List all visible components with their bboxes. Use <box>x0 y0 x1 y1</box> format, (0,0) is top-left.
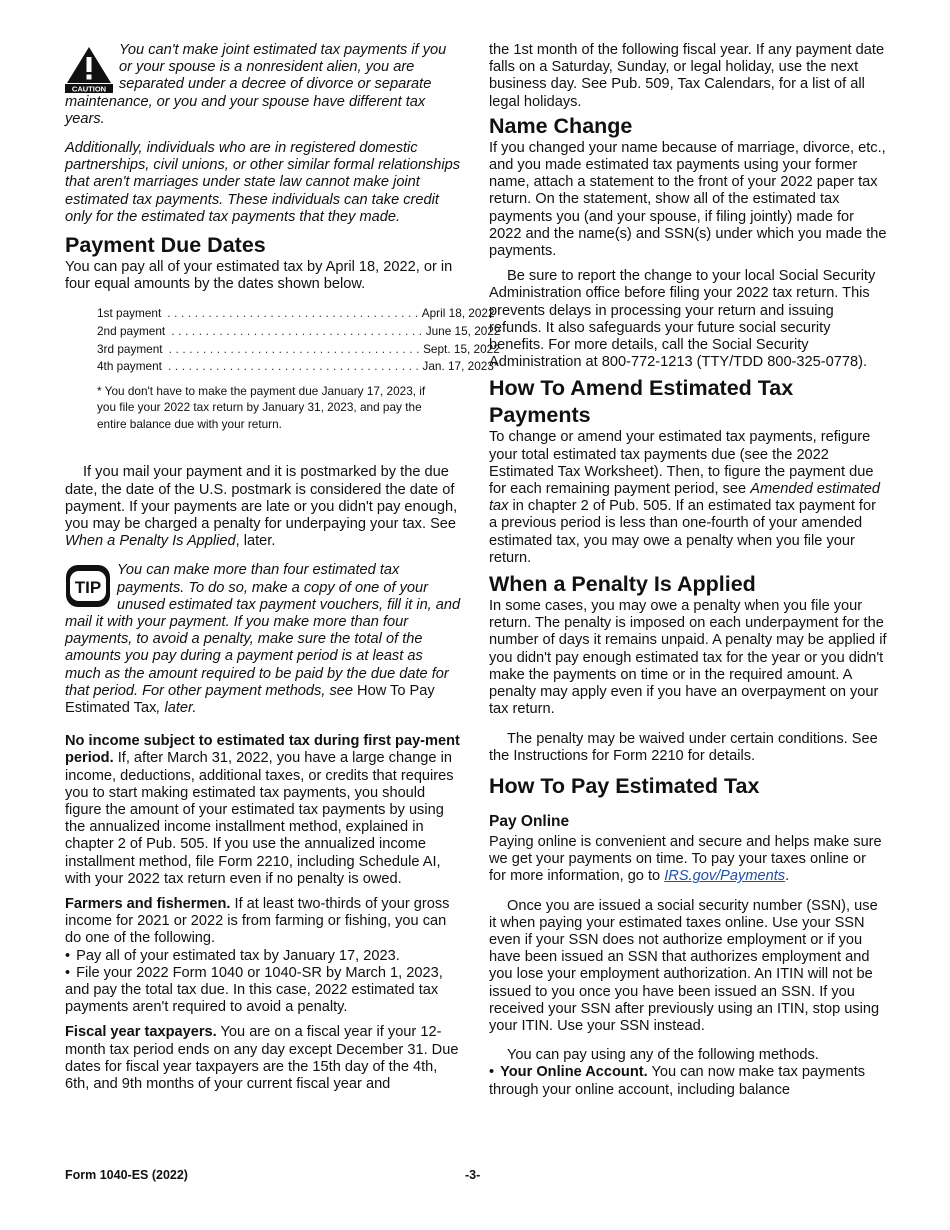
tip-label: TIP <box>74 578 102 598</box>
footer-form-name: Form 1040-ES (2022) <box>65 1168 188 1182</box>
tip-text: You can make more than four estimated tax payments. To do so, make a copy of one of your unused estimated tax payment vouchers, fill it in, and mail it with your payment. If you make more than four payments, to avoid a penalty, make sure the total of the amounts you pay during a payment period is at least as much as the amount required to be paid by the due date for that period. For other payment methods, see How To Pay Estimated Tax, later. <box>65 562 461 716</box>
online-account-heading: Your Online Account. <box>500 1064 648 1081</box>
name-change-paragraph-1: If you changed your name because of marriage, divorce, etc., and you made estimated tax payments using your former name, attach a statement to the front of your 2022 paper tax return. On the statement, show all of the estimated tax payments you (and your spouse, if filing jointly) made for 2022 and the name(s) and SSN(s) under which you made the payments. <box>489 139 887 260</box>
penalty-paragraph-1: In some cases, you may owe a penalty when you file your return. The penalty is imposed on each underpayment for the number of days it remains unpaid. A penalty may be applied if you didn't pay enough estimated tax for the year or you didn't make the payments on time or in the required amount. A penalty may apply even if you have an overpayment on your tax return. <box>489 598 887 718</box>
schedule-date: Sept. 15, 2022 <box>423 341 500 356</box>
payment-methods-intro: You can pay using any of the following methods. <box>507 1047 819 1064</box>
amend-heading: How To Amend Estimated Tax Payments <box>489 376 794 428</box>
how-to-pay-reference: How To Pay Estimated Tax <box>65 682 435 716</box>
fiscal-year-paragraph: Fiscal year taxpayers. You are on a fiscal year if your 12-month tax period ends on any day except December 31. Due dates for fiscal year taxpayers are the 15th day of the 4th, 6th, and 9th months of your current fiscal year and <box>65 1024 459 1093</box>
right-column <box>489 42 887 1099</box>
fiscal-year-heading: Fiscal year taxpayers. <box>65 1024 217 1041</box>
online-account-bullet: • Your Online Account. You can now make tax payments through your online account, including balance <box>489 1064 887 1098</box>
schedule-footnote: * You don't have to make the payment due January 17, 2023, if you file your 2022 tax return by January 31, 2023, and pay the entire balance due with your return. <box>97 383 426 431</box>
pay-online-paragraph: Paying online is convenient and secure and helps make sure we get your payments on time. To pay your taxes online or for more information, go to IRS.gov/Payments. <box>489 833 882 885</box>
schedule-row: 1st payment ..................................... April 18, 2022 <box>97 305 430 323</box>
schedule-date: Jan. 17, 2023* <box>422 359 499 374</box>
how-to-pay-heading: How To Pay Estimated Tax <box>489 773 760 798</box>
farmers-bullet: • Pay all of your estimated tax by January 17, 2023. <box>65 948 461 965</box>
caution-label: CAUTION <box>71 84 107 94</box>
farmers-heading: Farmers and fishermen. <box>65 895 231 912</box>
schedule-label: 3rd payment <box>97 341 163 356</box>
amended-estimated-tax-reference: Amended estimated tax <box>489 481 881 515</box>
schedule-date: April 18, 2022 <box>421 306 495 321</box>
schedule-label: 1st payment <box>97 306 162 321</box>
fiscal-year-continued: the 1st month of the following fiscal year. If any payment date falls on a Saturday, Sunday, or legal holiday, use the next business day. See Pub. 509, Tax Calendars, for a list of all legal holidays. <box>489 42 885 110</box>
payment-due-dates-heading: Payment Due Dates <box>65 233 266 258</box>
no-income-paragraph: No income subject to estimated tax during first pay-ment period. If, after March 31, 2022, you have a large change in income, deductions, additional taxes, or credits that requires you to start making estimated tax payments, you should figure the amount of your estimated tax payments by using the annualized income installment method, explained in chapter 2 of Pub. 505. If you use the annualized income installment method, file Form 2210, including Schedule AI, with your 2022 tax return even if no penalty is owed. <box>65 733 460 887</box>
footer-page-number: -3- <box>465 1168 481 1182</box>
farmers-bullet: • File your 2022 Form 1040 or 1040-SR by March 1, 2023, and pay the total tax due. In this case, 2022 estimated tax payments aren't required to avoid a penalty. <box>65 965 461 1017</box>
schedule-date: June 15, 2022 <box>425 324 501 339</box>
penalty-heading: When a Penalty Is Applied <box>489 572 756 597</box>
schedule-row: 2nd payment ..................................... June 15, 2022 <box>97 323 430 341</box>
penalty-reference: When a Penalty Is Applied <box>65 533 236 550</box>
schedule-row: 3rd payment ..................................... Sept. 15, 2022 <box>97 341 430 359</box>
caution-block <box>65 42 461 128</box>
left-column <box>65 42 501 1093</box>
ssn-paragraph: Once you are issued a social security number (SSN), use it when paying your estimated taxes online. Use your SSN even if your SSN does not authorize employment or if you have been issued an SSN that authorizes employment and you lose your employment authorization. An ITIN will not be issued to you once you have been issued an SSN. If you received your SSN after previously using an ITIN, stop using your ITIN. Use your SSN instead. <box>489 897 880 1034</box>
name-change-heading: Name Change <box>489 113 633 138</box>
farmers-paragraph: Farmers and fishermen. If at least two-thirds of your gross income for 2021 or 2022 is from farming or fishing, you can do one of the following. <box>65 895 450 947</box>
irs-payments-link[interactable]: IRS.gov/Payments <box>664 868 786 885</box>
tip-block <box>65 562 461 717</box>
payment-schedule-table <box>97 305 501 432</box>
schedule-row: 4th payment ..................................... Jan. 17, 2023* <box>97 358 430 376</box>
name-change-paragraph-2: Be sure to report the change to your local Social Security Administration office before filing your 2022 tax return. This prevents delays in processing your return and issuing refunds. It also safeguards your future social security benefits. For more details, call the Social Security Administration at 800-772-1213 (TTY/TDD 800-325-0778). <box>489 268 876 371</box>
schedule-label: 2nd payment <box>97 324 166 339</box>
payment-due-intro: You can pay all of your estimated tax by April 18, 2022, or in four equal amounts by the dates shown below. <box>65 259 453 293</box>
pay-online-heading: Pay Online <box>489 812 570 830</box>
caution-text: You can't make joint estimated tax payments if you or your spouse is a nonresident alien, you are separated under a decree of divorce or separate maintenance, or you and your spouse have different tax years. <box>65 42 447 127</box>
tip-icon <box>65 564 111 608</box>
schedule-label: 4th payment <box>97 359 162 374</box>
registered-partnerships-text: Additionally, individuals who are in registered domestic partnerships, civil unions, or other similar formal relationships that aren't marriages under state law cannot make joint estimated tax payments. These individuals can take credit only for the estimated tax payments that they made. <box>65 140 461 225</box>
mail-payment-paragraph: If you mail your payment and it is postmarked by the due date, the date of the U.S. postmark is considered the date of payment. If your payments are late or you didn't pay enough, you may be charged a penalty for underpaying your tax. See When a Penalty Is Applied, later. <box>65 464 458 550</box>
no-income-heading: No income subject to estimated tax during first pay-ment period. <box>65 733 460 767</box>
penalty-paragraph-2: The penalty may be waived under certain conditions. See the Instructions for Form 2210 for details. <box>489 730 878 764</box>
amend-paragraph: To change or amend your estimated tax payments, refigure your total estimated tax payments due (see the 2022 Estimated Tax Worksheet). Then, to figure the payment due for each remaining payment period, see Amended estimated tax in chapter 2 of Pub. 505. If an estimated tax payment for a previous period is less than one-fourth of your amended estimated tax, you may owe a penalty when you file your return. <box>489 429 881 566</box>
caution-icon <box>65 45 113 93</box>
